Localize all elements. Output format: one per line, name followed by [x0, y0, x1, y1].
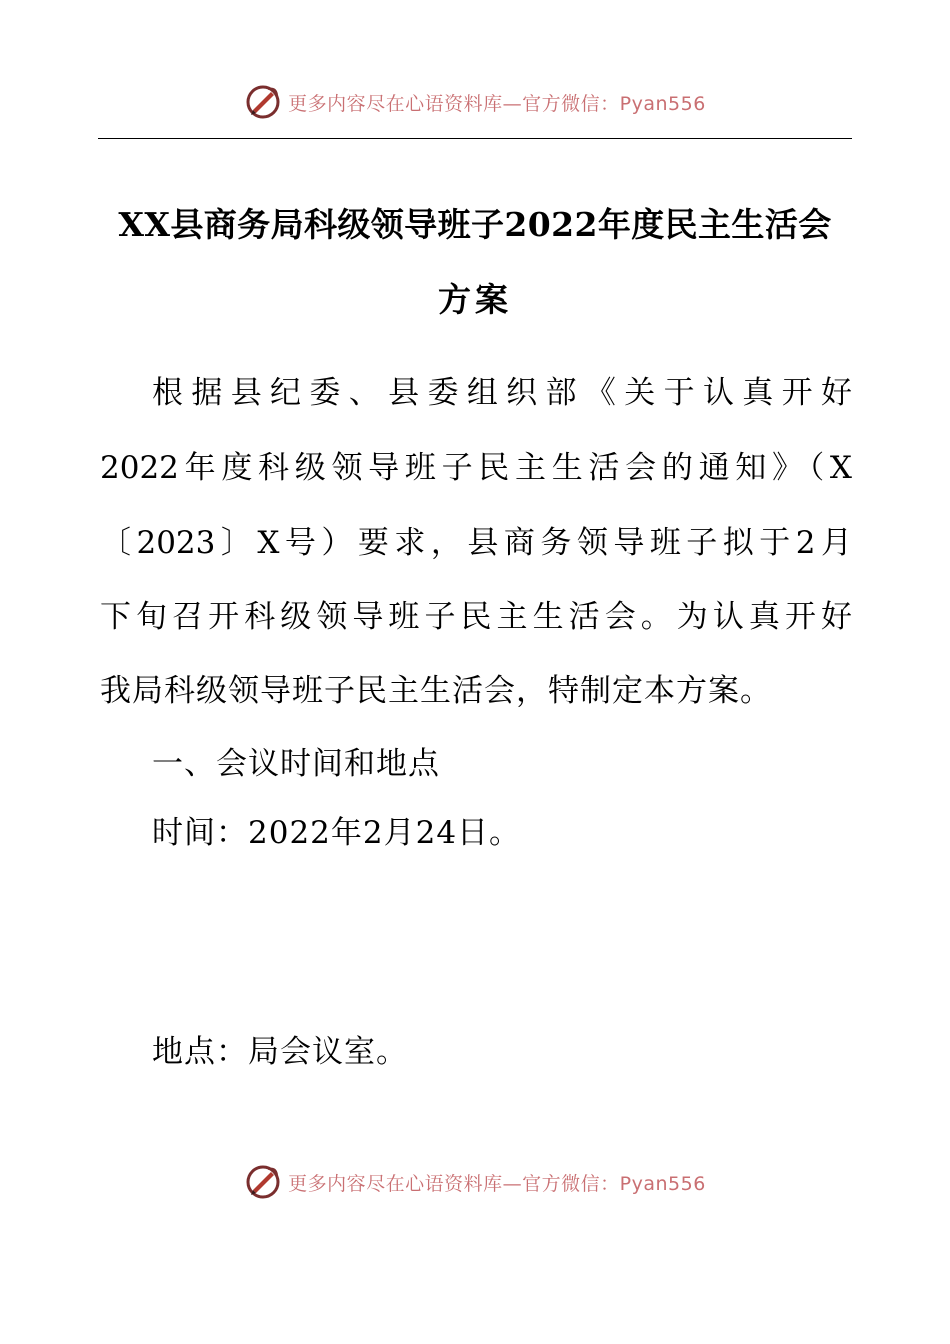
pen-logo-icon — [244, 1163, 282, 1201]
paragraph-line: 2022年度科级领导班子民主生活会的通知》（X — [100, 450, 852, 486]
document-title-line-1: XX县商务局科级领导班子2022年度民主生活会 — [118, 205, 832, 244]
meeting-place: 地点：局会议室。 — [152, 1034, 408, 1070]
watermark-text: 更多内容尽在心语资料库—官方微信：Pyan556 — [288, 1172, 706, 1195]
footer-watermark — [0, 1160, 950, 1204]
document-title-line-2: 方案 — [438, 280, 512, 319]
pen-logo-icon — [244, 83, 282, 121]
paragraph-line: 我局科级领导班子民主生活会，特制定本方案。 — [100, 673, 772, 709]
meeting-time: 时间：2022年2月24日。 — [152, 815, 522, 851]
section-heading: 一、会议时间和地点 — [152, 746, 440, 782]
paragraph-line: 根据县纪委、县委组织部《关于认真开好 — [152, 375, 852, 411]
paragraph-line: 〔2023〕X号）要求，县商务领导班子拟于2月 — [100, 525, 852, 561]
watermark-text: 更多内容尽在心语资料库—官方微信：Pyan556 — [288, 92, 706, 115]
header-watermark — [0, 80, 950, 124]
header-divider — [98, 138, 852, 139]
paragraph-line: 下旬召开科级领导班子民主生活会。为认真开好 — [100, 599, 852, 635]
